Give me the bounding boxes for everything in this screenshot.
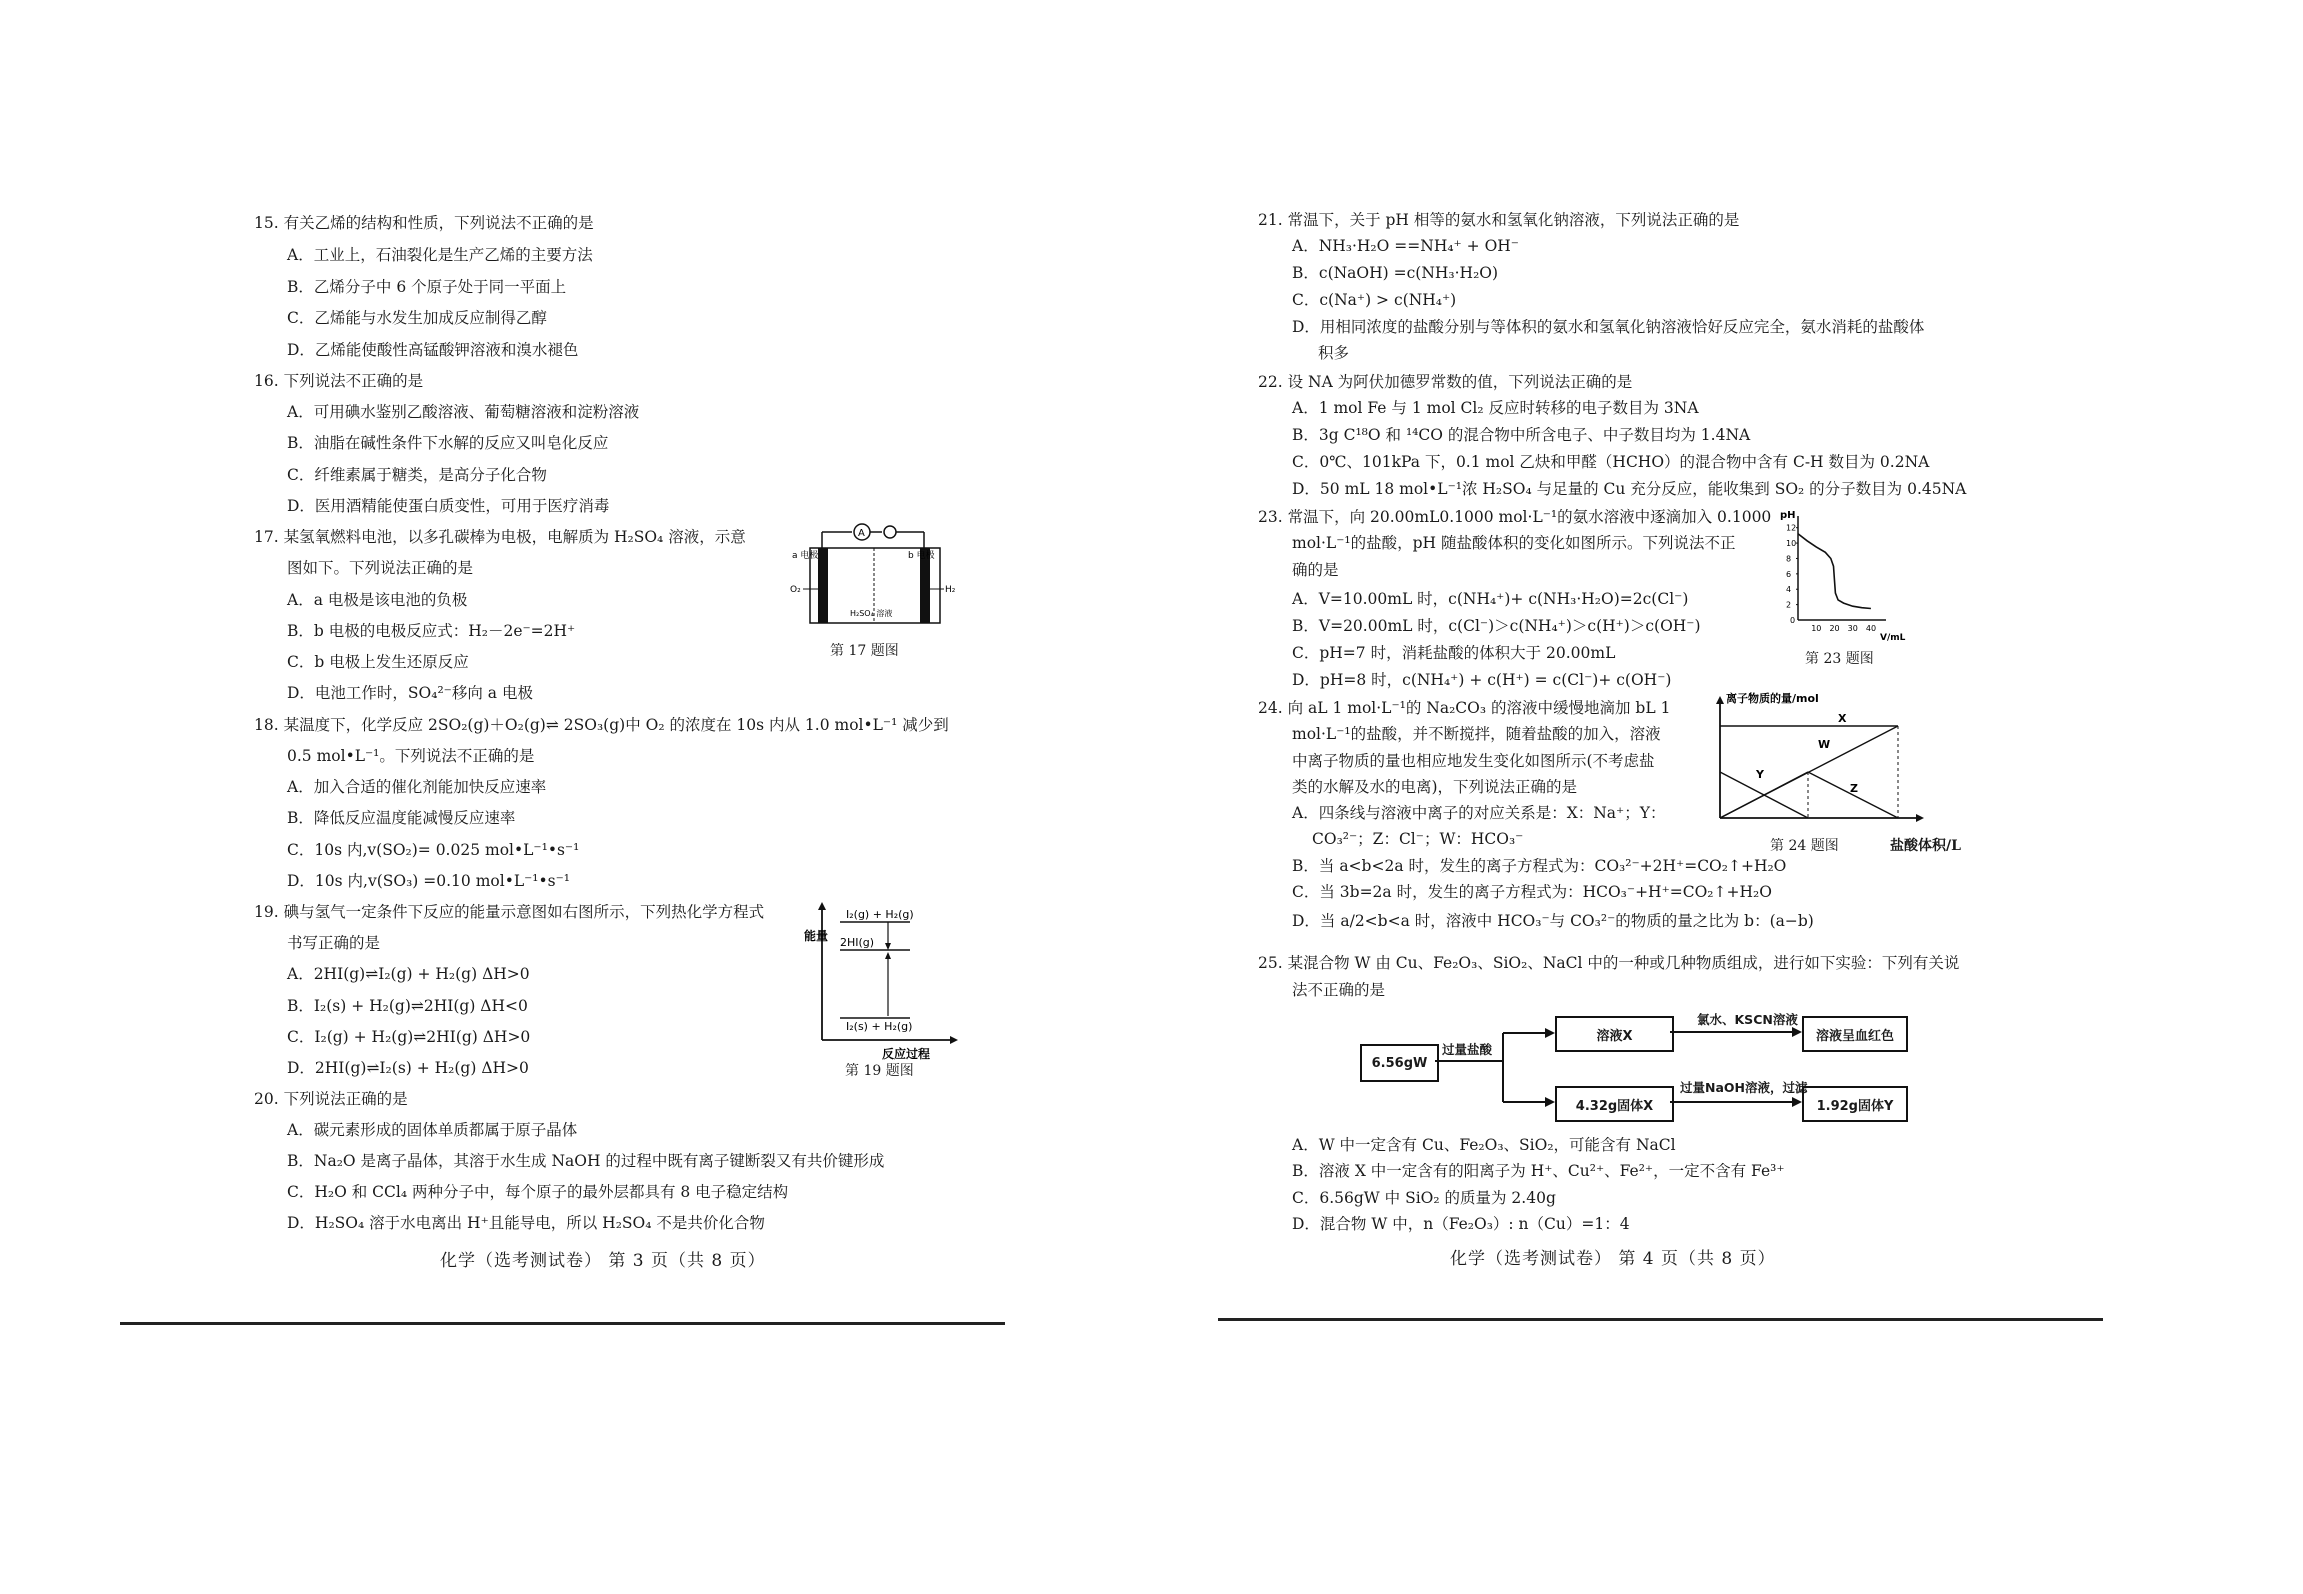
- flow-solid-y-box: 1.92g固体Y: [1802, 1086, 1908, 1122]
- right-page-rule: [1218, 1318, 2103, 1321]
- electrode-b-label: b 电极: [908, 551, 935, 561]
- line-y-label: Y: [1756, 768, 1764, 781]
- q16-option-d: D．医用酒精能使蛋白质变性，可用于医疗消毒: [287, 497, 610, 515]
- q19-stem-line2: 书写正确的是: [287, 934, 381, 952]
- q17-option-d: D．电池工作时，SO₄²⁻移向 a 电极: [287, 684, 533, 702]
- flow-reagent-label: 氯水、KSCN溶液: [1697, 1012, 1798, 1027]
- level-top-label: I₂(g) + H₂(g): [846, 908, 914, 921]
- ph-x-tick-label: 40: [1865, 624, 1877, 633]
- q16-option-a: A．可用碘水鉴别乙酸溶液、葡萄糖溶液和淀粉溶液: [287, 403, 640, 421]
- q18-option-b: B．降低反应温度能减慢反应速率: [287, 809, 516, 827]
- flow-branch-arrows: [1435, 1010, 1560, 1120]
- q19-option-c: C．I₂(g) + H₂(g)⇌2HI(g) ΔH>0: [287, 1028, 531, 1046]
- q21-option-a: A．NH₃·H₂O ==NH₄⁺ + OH⁻: [1292, 237, 1519, 255]
- level-mid-label: 2HI(g): [840, 936, 875, 949]
- flow-start-box: 6.56gW: [1360, 1044, 1439, 1082]
- electrode-a: [818, 548, 828, 623]
- q19-caption: 第 19 题图: [845, 1063, 914, 1079]
- ph-y-tick-label: 8: [1786, 554, 1792, 564]
- flow-arrow-bottom: [1670, 1092, 1805, 1112]
- q16-stem: 16. 下列说法不正确的是: [254, 372, 424, 390]
- q18-stem-line2: 0.5 mol•L⁻¹。下列说法不正确的是: [287, 747, 535, 765]
- q22-option-d: D．50 mL 18 mol•L⁻¹浓 H₂SO₄ 与足量的 Cu 充分反应，能收集到 SO₂ 的分子数目为 0.45NA: [1292, 480, 1967, 498]
- ph-y-tick-label: 10: [1786, 539, 1797, 549]
- q18-stem-line1: 18. 某温度下，化学反应 2SO₂(g)＋O₂(g)⇌ 2SO₃(g)中 O₂ 的浓度在 10s 内从 1.0 mol•L⁻¹ 减少到: [254, 716, 949, 734]
- q20-option-b: B．Na₂O 是离子晶体，其溶于水生成 NaOH 的过程中既有离子键断裂又有共价键形成: [287, 1152, 885, 1170]
- ph-x-tick-label: 20: [1829, 624, 1840, 633]
- q22-option-a: A．1 mol Fe 与 1 mol Cl₂ 反应时转移的电子数目为 3NA: [1292, 399, 1699, 417]
- ph-y-tick-label: 6: [1786, 569, 1792, 579]
- ph-titration-chart: [1778, 508, 1906, 643]
- q25-option-c: C．6.56gW 中 SiO₂ 的质量为 2.40g: [1292, 1189, 1556, 1207]
- q25-stem-line1: 25. 某混合物 W 由 Cu、Fe₂O₃、SiO₂、NaCl 中的一种或几种物质组成，进行如下实验：下列有关说: [1258, 954, 1960, 972]
- energy-y-axis-label: 能量: [804, 929, 829, 943]
- ph-x-tick-label: 30: [1847, 624, 1858, 633]
- q22-option-c: C．0℃、101kPa 下，0.1 mol 乙炔和甲醛（HCHO）的混合物中含有 C-H 数目为 0.2NA: [1292, 453, 1930, 471]
- q17-stem-line2: 图如下。下列说法正确的是: [287, 559, 474, 577]
- q19-option-d: D．2HI(g)⇌I₂(s) + H₂(g) ΔH>0: [287, 1059, 529, 1077]
- q23-option-a: A．V=10.00mL 时，c(NH₄⁺)+ c(NH₃·H₂O)=2c(Cl⁻): [1292, 590, 1689, 608]
- flow-blood-red-box: 溶液呈血红色: [1802, 1016, 1908, 1052]
- electrolyte-label: H₂SO₄ 溶液: [850, 609, 893, 618]
- q17-option-c: C．b 电极上发生还原反应: [287, 653, 469, 671]
- ion-y-axis-label: 离子物质的量/mol: [1726, 692, 1819, 705]
- q23-option-b: B．V=20.00mL 时，c(Cl⁻)＞c(NH₄⁺)＞c(H⁺)＞c(OH⁻): [1292, 617, 1701, 635]
- left-page-rule: [120, 1322, 1005, 1325]
- q23-stem-line2: mol·L⁻¹的盐酸，pH 随盐酸体积的变化如图所示。下列说法不正: [1292, 534, 1736, 552]
- ion-x-axis-label: 盐酸体积/L: [1890, 838, 1961, 854]
- q23-stem-line1: 23. 常温下，向 20.00mL0.1000 mol·L⁻¹的氨水溶液中逐滴加入 0.1000: [1258, 508, 1772, 526]
- q23-option-d: D．pH=8 时，c(NH₄⁺) + c(H⁺) = c(Cl⁻)+ c(OH⁻): [1292, 671, 1672, 689]
- fuel-cell-figure: [790, 518, 960, 638]
- bulb-icon: [884, 526, 896, 538]
- q24-option-b: B．当 a<b<2a 时，发生的离子方程式为：CO₃²⁻+2H⁺=CO₂↑+H₂O: [1292, 857, 1787, 875]
- energy-diagram: [800, 900, 960, 1061]
- q20-option-c: C．H₂O 和 CCl₄ 两种分子中，每个原子的最外层都具有 8 电子稳定结构: [287, 1183, 789, 1201]
- q24-stem-line2: mol·L⁻¹的盐酸，并不断搅拌，随着盐酸的加入，溶液: [1292, 725, 1661, 743]
- q24-option-c: C．当 3b=2a 时，发生的离子方程式为：HCO₃⁻+H⁺=CO₂↑+H₂O: [1292, 883, 1772, 901]
- left-page: [0, 0, 1140, 1594]
- ph-y-axis-label: pH: [1780, 510, 1796, 521]
- flow-arrow-top: [1670, 1022, 1805, 1042]
- level-bottom-label: I₂(s) + H₂(g): [846, 1020, 913, 1033]
- q17-caption: 第 17 题图: [830, 643, 899, 659]
- q22-option-b: B．3g C¹⁸O 和 ¹⁴CO 的混合物中所含电子、中子数目均为 1.4NA: [1292, 426, 1751, 444]
- q15-option-b: B．乙烯分子中 6 个原子处于同一平面上: [287, 278, 567, 296]
- right-page-footer: 化学（选考测试卷） 第 4 页（共 8 页）: [1450, 1249, 1776, 1269]
- q20-stem: 20. 下列说法正确的是: [254, 1090, 408, 1108]
- energy-x-axis-label: 反应过程: [882, 1047, 931, 1061]
- q18-option-a: A．加入合适的催化剂能加快反应速率: [287, 778, 547, 796]
- q24-option-a-cont: CO₃²⁻；Z：Cl⁻；W：HCO₃⁻: [1312, 830, 1524, 848]
- line-w-label: W: [1818, 738, 1831, 751]
- right-page: [1150, 0, 2303, 1594]
- ph-y-tick-label: 12: [1786, 523, 1797, 533]
- q23-option-c: C．pH=7 时，消耗盐酸的体积大于 20.00mL: [1292, 644, 1616, 662]
- q19-option-b: B．I₂(s) + H₂(g)⇌2HI(g) ΔH<0: [287, 997, 528, 1015]
- q15-option-c: C．乙烯能与水发生加成反应制得乙醇: [287, 309, 547, 327]
- q20-option-d: D．H₂SO₄ 溶于水电离出 H⁺且能导电，所以 H₂SO₄ 不是共价化合物: [287, 1214, 765, 1232]
- ion-amount-diagram: [1698, 690, 1948, 835]
- q24-stem-line3: 中离子物质的量也相应地发生变化如图所示(不考虑盐: [1292, 752, 1655, 770]
- line-z-label: Z: [1850, 782, 1858, 795]
- flow-acid-label: 过量盐酸: [1442, 1042, 1493, 1057]
- q23-caption: 第 23 题图: [1805, 651, 1874, 667]
- ph-origin-label: 0: [1790, 616, 1796, 625]
- electrode-a-label: a 电极: [792, 551, 819, 561]
- q18-option-c: C．10s 内,v(SO₂)= 0.025 mol•L⁻¹•s⁻¹: [287, 841, 580, 859]
- q25-option-d: D．混合物 W 中，n（Fe₂O₃）: n（Cu）=1：4: [1292, 1215, 1630, 1233]
- q24-stem-line1: 24. 向 aL 1 mol·L⁻¹的 Na₂CO₃ 的溶液中缓慢地滴加 bL 1: [1258, 699, 1671, 717]
- q24-stem-line4: 类的水解及水的电离)，下列说法正确的是: [1292, 778, 1578, 796]
- q18-option-d: D．10s 内,v(SO₃) =0.10 mol•L⁻¹•s⁻¹: [287, 872, 571, 890]
- q23-stem-line3: 确的是: [1292, 561, 1339, 579]
- q25-stem-line2: 法不正确的是: [1292, 981, 1386, 999]
- ph-y-tick-label: 4: [1786, 585, 1792, 595]
- q15-stem: 15. 有关乙烯的结构和性质，下列说法不正确的是: [254, 214, 594, 232]
- q21-option-b: B．c(NaOH) =c(NH₃·H₂O): [1292, 264, 1499, 282]
- q24-caption: 第 24 题图: [1770, 838, 1839, 854]
- q19-stem-line1: 19. 碘与氢气一定条件下反应的能量示意图如右图所示，下列热化学方程式: [254, 903, 765, 921]
- left-page-footer: 化学（选考测试卷） 第 3 页（共 8 页）: [440, 1251, 766, 1271]
- q17-option-b: B．b 电极的电极反应式：H₂－2e⁻=2H⁺: [287, 622, 576, 640]
- o2-label: O₂: [790, 585, 801, 595]
- q25-option-b: B．溶液 X 中一定含有的阳离子为 H⁺、Cu²⁺、Fe²⁺，一定不含有 Fe³⁺: [1292, 1162, 1785, 1180]
- q20-option-a: A．碳元素形成的固体单质都属于原子晶体: [287, 1121, 578, 1139]
- h2-label: H₂: [945, 585, 956, 595]
- ph-x-axis-label: V/mL: [1880, 633, 1906, 643]
- ph-curve: [1798, 534, 1871, 609]
- flow-naoh-label: 过量NaOH溶液，过滤: [1680, 1080, 1808, 1095]
- q16-option-b: B．油脂在碱性条件下水解的反应又叫皂化反应: [287, 434, 609, 452]
- q24-option-d: D．当 a/2<b<a 时，溶液中 HCO₃⁻与 CO₃²⁻的物质的量之比为 b：(a−b): [1292, 912, 1814, 930]
- q16-option-c: C．纤维素属于糖类，是高分子化合物: [287, 466, 547, 484]
- q21-option-c: C．c(Na⁺) > c(NH₄⁺): [1292, 291, 1457, 309]
- q15-option-d: D．乙烯能使酸性高锰酸钾溶液和溴水褪色: [287, 341, 579, 359]
- flow-solid-x-box: 4.32g固体X: [1555, 1086, 1674, 1122]
- ph-y-tick-label: 2: [1786, 600, 1792, 610]
- q25-option-a: A．W 中一定含有 Cu、Fe₂O₃、SiO₂，可能含有 NaCl: [1292, 1136, 1676, 1154]
- ph-x-tick-label: 10: [1811, 624, 1822, 633]
- q24-option-a: A．四条线与溶液中离子的对应关系是：X：Na⁺；Y：: [1292, 804, 1666, 822]
- q17-stem-line1: 17. 某氢氧燃料电池，以多孔碳棒为电极，电解质为 H₂SO₄ 溶液，示意: [254, 528, 746, 546]
- q15-option-a: A．工业上，石油裂化是生产乙烯的主要方法: [287, 246, 593, 264]
- line-x-label: X: [1838, 712, 1847, 725]
- q19-option-a: A．2HI(g)⇌I₂(g) + H₂(g) ΔH>0: [287, 965, 530, 983]
- flow-solution-x-box: 溶液X: [1555, 1016, 1674, 1052]
- q17-option-a: A．a 电极是该电池的负极: [287, 591, 468, 609]
- q21-option-d-cont: 积多: [1318, 344, 1350, 362]
- q21-stem: 21. 常温下，关于 pH 相等的氨水和氢氧化钠溶液，下列说法正确的是: [1258, 211, 1740, 229]
- q22-stem: 22. 设 NA 为阿伏加德罗常数的值，下列说法正确的是: [1258, 373, 1633, 391]
- q21-option-d: D．用相同浓度的盐酸分别与等体积的氨水和氢氧化钠溶液恰好反应完全，氨水消耗的盐酸体: [1292, 318, 1925, 336]
- ammeter-label: A: [858, 528, 865, 539]
